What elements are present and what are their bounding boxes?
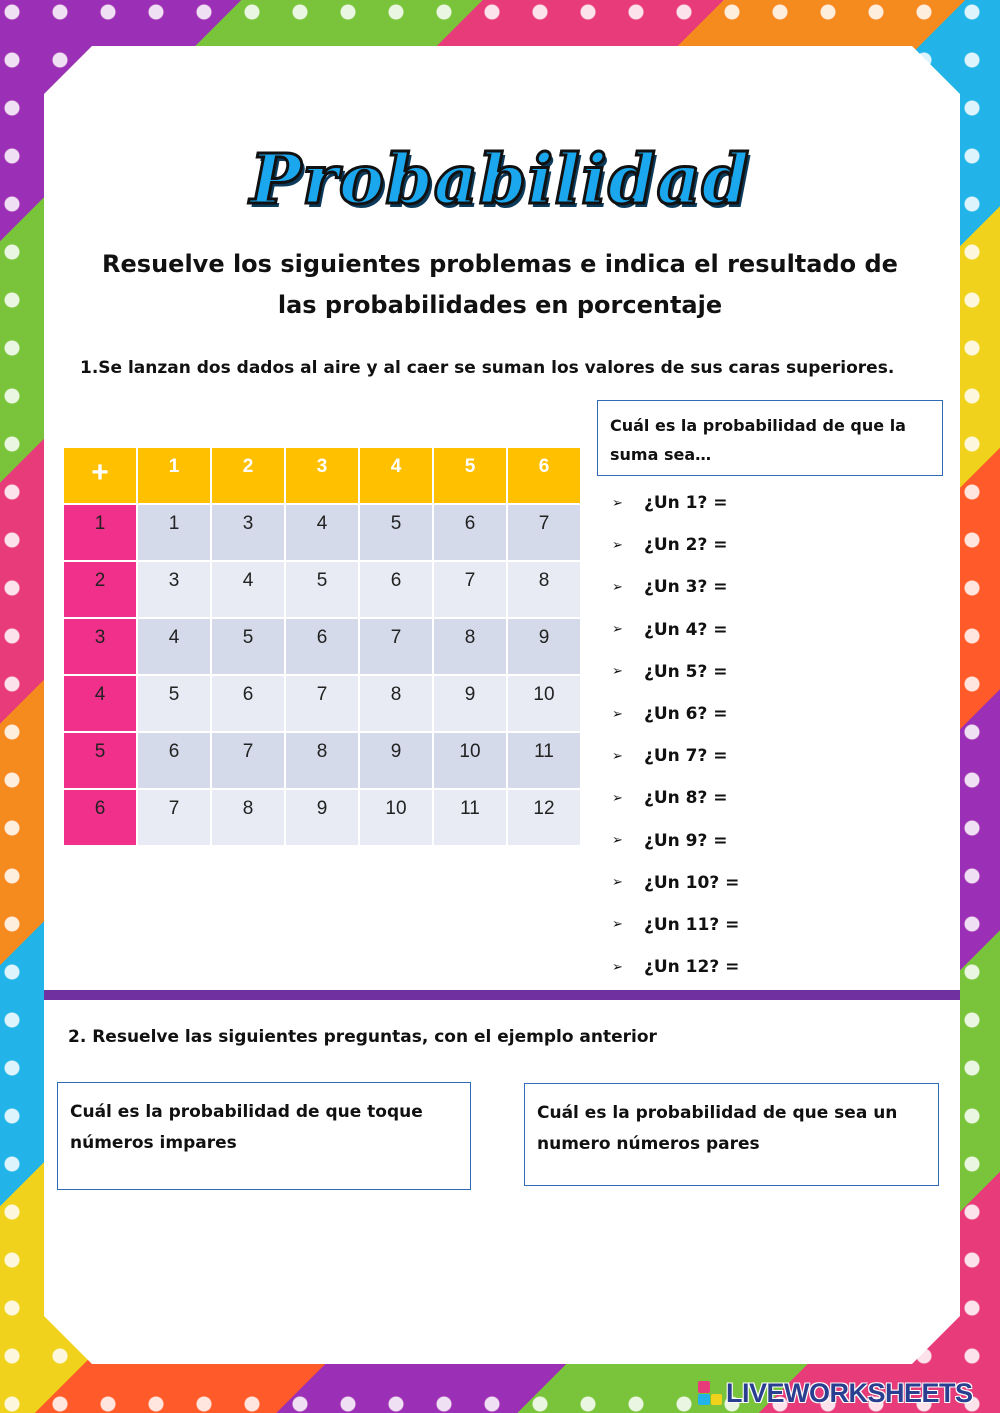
table-cell: 12 <box>507 789 581 846</box>
table-cell: 9 <box>359 732 433 789</box>
arrow-bullet-icon: ➢ <box>612 495 623 511</box>
table-column-header: 5 <box>433 447 507 504</box>
table-row-header: 4 <box>63 675 137 732</box>
table-cell: 9 <box>285 789 359 846</box>
even-numbers-question-box: Cuál es la probabilidad de que sea un numero números pares <box>524 1083 939 1186</box>
table-cell: 7 <box>137 789 211 846</box>
table-cell: 1 <box>137 504 211 561</box>
sum-question-label: ¿Un 2? = <box>644 535 728 556</box>
table-column-header: 4 <box>359 447 433 504</box>
arrow-bullet-icon: ➢ <box>612 790 623 806</box>
arrow-bullet-icon: ➢ <box>612 537 623 553</box>
table-cell: 5 <box>137 675 211 732</box>
sum-question-label: ¿Un 3? = <box>644 577 728 598</box>
arrow-bullet-icon: ➢ <box>612 664 623 680</box>
sum-question-label: ¿Un 1? = <box>644 493 728 514</box>
table-cell: 6 <box>359 561 433 618</box>
table-cell: 8 <box>359 675 433 732</box>
table-column-header: 2 <box>211 447 285 504</box>
list-item <box>612 693 739 735</box>
dice-sum-table <box>62 446 582 847</box>
table-cell: 7 <box>507 504 581 561</box>
list-item <box>612 862 739 904</box>
table-cell: 6 <box>211 675 285 732</box>
table-row <box>63 732 581 789</box>
arrow-bullet-icon: ➢ <box>612 622 623 638</box>
table-cell: 9 <box>507 618 581 675</box>
table-cell: 9 <box>433 675 507 732</box>
liveworksheets-logo <box>698 1378 973 1408</box>
table-cell: 10 <box>359 789 433 846</box>
table-cell: 5 <box>211 618 285 675</box>
arrow-bullet-icon: ➢ <box>612 748 623 764</box>
table-cell: 7 <box>285 675 359 732</box>
sum-question-label: ¿Un 9? = <box>644 830 728 851</box>
arrow-bullet-icon: ➢ <box>612 833 623 849</box>
table-cell: 5 <box>285 561 359 618</box>
table-cell: 11 <box>507 732 581 789</box>
sum-question-list <box>612 482 739 988</box>
table-cell: 6 <box>137 732 211 789</box>
table-cell: 3 <box>137 561 211 618</box>
sum-question-label: ¿Un 8? = <box>644 788 728 809</box>
logo-wordmark: LIVEWORKSHEETS <box>726 1377 973 1408</box>
list-item <box>612 777 739 819</box>
table-row <box>63 561 581 618</box>
list-item <box>612 609 739 651</box>
list-item <box>612 820 739 862</box>
arrow-bullet-icon: ➢ <box>612 579 623 595</box>
table-cell: 4 <box>211 561 285 618</box>
table-cell: 10 <box>507 675 581 732</box>
sum-question-label: ¿Un 7? = <box>644 746 728 767</box>
list-item <box>612 524 739 566</box>
table-cell: 4 <box>137 618 211 675</box>
table-cell: 10 <box>433 732 507 789</box>
sum-question-label: ¿Un 11? = <box>644 914 740 935</box>
table-column-header: 3 <box>285 447 359 504</box>
table-row <box>63 789 581 846</box>
list-item <box>612 946 739 988</box>
list-item <box>612 482 739 524</box>
table-cell: 7 <box>359 618 433 675</box>
table-row-header: 5 <box>63 732 137 789</box>
table-cell: 7 <box>433 561 507 618</box>
sum-question-label: ¿Un 6? = <box>644 704 728 725</box>
table-column-header: 1 <box>137 447 211 504</box>
list-item <box>612 651 739 693</box>
problem-1-text: 1.Se lanzan dos dados al aire y al caer se suman los valores de sus caras superiores. <box>80 358 895 378</box>
table-corner-plus: + <box>63 447 137 504</box>
table-column-header: 6 <box>507 447 581 504</box>
instructions: Resuelve los siguientes problemas e indica el resultado de las probabilidades en porcentaje <box>102 250 898 319</box>
table-cell: 8 <box>433 618 507 675</box>
table-cell: 11 <box>433 789 507 846</box>
table-cell: 3 <box>211 504 285 561</box>
table-row <box>63 504 581 561</box>
table-header-row <box>63 447 581 504</box>
table-cell: 4 <box>285 504 359 561</box>
table-cell: 7 <box>211 732 285 789</box>
table-row-header: 3 <box>63 618 137 675</box>
sum-question-box: Cuál es la probabilidad de que la suma sea… <box>597 400 943 476</box>
table-cell: 8 <box>285 732 359 789</box>
arrow-bullet-icon: ➢ <box>612 959 623 975</box>
table-cell: 8 <box>211 789 285 846</box>
problem-2-text: 2. Resuelve las siguientes preguntas, con el ejemplo anterior <box>68 1027 657 1047</box>
table-row-header: 1 <box>63 504 137 561</box>
odd-numbers-question-box: Cuál es la probabilidad de que toque números impares <box>57 1082 471 1190</box>
table-row-header: 6 <box>63 789 137 846</box>
sum-question-label: ¿Un 4? = <box>644 619 728 640</box>
table-cell: 8 <box>507 561 581 618</box>
section-divider <box>44 990 960 1000</box>
arrow-bullet-icon: ➢ <box>612 875 623 891</box>
list-item <box>612 735 739 777</box>
sum-question-label: ¿Un 10? = <box>644 872 740 893</box>
list-item <box>612 566 739 608</box>
page-title: Probabilidad <box>249 140 751 220</box>
table-row <box>63 675 581 732</box>
table-cell: 5 <box>359 504 433 561</box>
table-row-header: 2 <box>63 561 137 618</box>
list-item <box>612 904 739 946</box>
table-row <box>63 618 581 675</box>
arrow-bullet-icon: ➢ <box>612 917 623 933</box>
liveworksheets-logo-icon <box>698 1381 722 1405</box>
table-cell: 6 <box>285 618 359 675</box>
arrow-bullet-icon: ➢ <box>612 706 623 722</box>
sum-question-label: ¿Un 5? = <box>644 661 728 682</box>
table-cell: 6 <box>433 504 507 561</box>
sum-question-label: ¿Un 12? = <box>644 957 740 978</box>
